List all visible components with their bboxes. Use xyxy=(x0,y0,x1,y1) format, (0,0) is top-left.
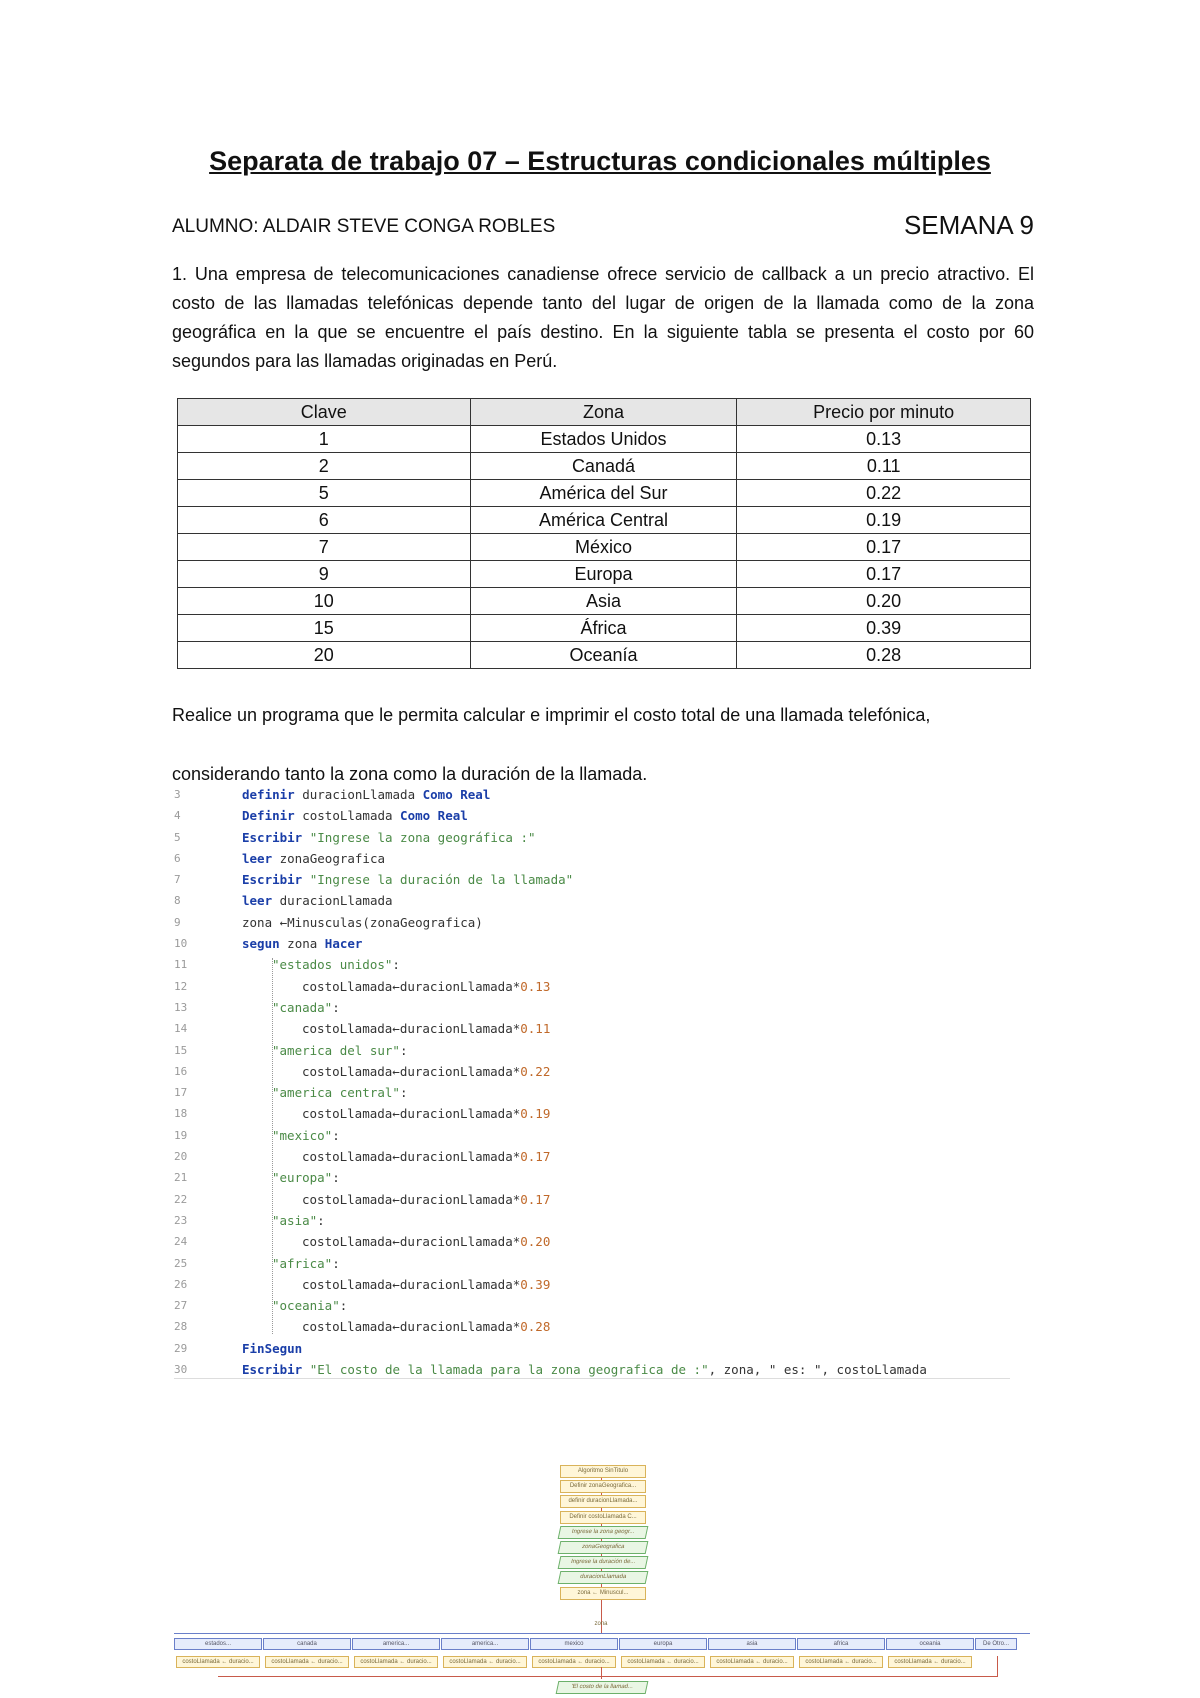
flow-process-box: costoLlamada ← duracio... xyxy=(176,1656,260,1668)
code-keyword: leer xyxy=(242,893,273,909)
flow-io-box: Ingrese la zona geogr... xyxy=(558,1526,649,1539)
precio-cell: 0.28 xyxy=(737,642,1031,669)
code-line xyxy=(174,1146,1010,1167)
code-plain: : xyxy=(332,1255,340,1271)
code-plain: costoLlamada←duracionLlamada* xyxy=(302,1319,521,1335)
code-keyword: Escribir xyxy=(242,1362,303,1378)
code-plain: : xyxy=(317,1212,325,1228)
line-number: 11 xyxy=(174,958,188,972)
precio-cell: 0.11 xyxy=(737,453,1031,480)
line-number: 8 xyxy=(174,894,181,908)
flow-io-box: zonaGeografica xyxy=(558,1541,649,1554)
precio-cell: 0.39 xyxy=(737,615,1031,642)
precio-cell: 0.13 xyxy=(737,426,1031,453)
precio-cell: 0.17 xyxy=(737,561,1031,588)
code-string: "america del sur" xyxy=(272,1042,400,1058)
code-line xyxy=(174,784,1010,805)
code-keyword: Como Real xyxy=(400,808,468,824)
line-number: 4 xyxy=(174,809,181,823)
code-keyword: Escribir xyxy=(242,872,303,888)
code-line xyxy=(174,1274,1010,1295)
line-number: 30 xyxy=(174,1363,188,1377)
code-string: "america central" xyxy=(272,1085,400,1101)
code-number: 0.22 xyxy=(520,1063,551,1079)
code-line xyxy=(174,976,1010,997)
code-plain xyxy=(302,1362,310,1377)
flow-process-box: Definir zonaGeografica... xyxy=(560,1480,646,1493)
code-string: "canada" xyxy=(272,999,333,1015)
table-row xyxy=(178,453,1031,480)
code-number: 0.39 xyxy=(520,1276,551,1292)
code-keyword: leer xyxy=(242,850,273,866)
code-keyword: definir xyxy=(242,787,295,802)
code-divider xyxy=(174,1378,1010,1379)
code-text xyxy=(242,784,490,805)
line-number: 16 xyxy=(174,1064,188,1078)
line-number: 26 xyxy=(174,1277,188,1291)
flow-connector xyxy=(174,1633,1030,1634)
flow-case-label: america... xyxy=(441,1638,529,1650)
code-string: "asia" xyxy=(272,1212,318,1228)
clave-cell: 1 xyxy=(178,426,471,453)
line-number: 25 xyxy=(174,1256,188,1270)
code-line xyxy=(174,997,1010,1018)
code-string: "El costo de la llamada para la zona geografica de :" xyxy=(309,1362,709,1378)
zona-cell: Asia xyxy=(470,588,737,615)
clave-cell: 6 xyxy=(178,507,471,534)
header-row xyxy=(172,210,1034,244)
code-line xyxy=(174,1316,1010,1337)
code-text xyxy=(242,1338,302,1359)
code-number: 0.20 xyxy=(520,1234,551,1250)
code-keyword: Como Real xyxy=(422,787,491,802)
code-line xyxy=(174,1231,1010,1252)
code-text xyxy=(272,1040,407,1061)
code-line xyxy=(174,1061,1010,1082)
code-plain: costoLlamada←duracionLlamada* xyxy=(302,1234,521,1250)
flow-process-box: costoLlamada ← duracio... xyxy=(799,1656,883,1668)
code-string: "Ingrese la zona geográfica :" xyxy=(309,829,536,845)
code-text xyxy=(302,1189,550,1210)
code-text xyxy=(242,869,573,890)
zona-cell: América del Sur xyxy=(470,480,737,507)
zona-cell: América Central xyxy=(470,507,737,534)
flow-io-box: duracionLlamada xyxy=(558,1571,649,1584)
code-text xyxy=(272,997,340,1018)
code-plain: costoLlamada←duracionLlamada* xyxy=(302,1106,521,1122)
code-line xyxy=(174,1125,1010,1146)
flow-process-box: costoLlamada ← duracio... xyxy=(621,1656,705,1668)
code-number: 0.17 xyxy=(520,1149,551,1165)
code-plain: : xyxy=(332,999,340,1015)
flow-connector xyxy=(997,1656,998,1677)
code-text xyxy=(242,805,468,826)
code-text xyxy=(272,1253,340,1274)
code-text xyxy=(302,1103,550,1124)
code-string: "africa" xyxy=(272,1255,333,1271)
code-number: 0.13 xyxy=(520,978,551,994)
code-string: "estados unidos" xyxy=(272,957,393,973)
code-text xyxy=(272,1125,340,1146)
flow-connector xyxy=(601,1667,602,1679)
code-text xyxy=(242,848,385,869)
code-line xyxy=(174,1082,1010,1103)
table-row xyxy=(178,561,1031,588)
code-line xyxy=(174,1018,1010,1039)
code-text xyxy=(242,890,393,911)
clave-cell: 2 xyxy=(178,453,471,480)
code-plain: zona xyxy=(279,936,325,952)
code-string: "mexico" xyxy=(272,1127,333,1143)
line-number: 29 xyxy=(174,1341,188,1355)
indent-guide xyxy=(272,958,273,1333)
precio-cell: 0.17 xyxy=(737,534,1031,561)
code-plain: costoLlamada←duracionLlamada* xyxy=(302,1191,521,1207)
page-title: Separata de trabajo 07 – Estructuras condicionales múltiples xyxy=(209,146,991,176)
flow-process-box: costoLlamada ← duracio... xyxy=(265,1656,349,1668)
clave-cell: 10 xyxy=(178,588,471,615)
precio-cell: 0.22 xyxy=(737,480,1031,507)
pseudocode-block xyxy=(174,784,1010,1380)
code-plain: zonaGeografica xyxy=(272,850,385,866)
code-text xyxy=(242,912,483,933)
code-plain: zona ←Minusculas(zonaGeografica) xyxy=(242,914,483,930)
clave-cell: 5 xyxy=(178,480,471,507)
code-keyword: Hacer xyxy=(324,936,363,952)
flow-process-box: zona ← Minuscul... xyxy=(560,1587,646,1600)
flow-case-label: mexico xyxy=(530,1638,618,1650)
table-row xyxy=(178,426,1031,453)
code-line xyxy=(174,954,1010,975)
line-number: 23 xyxy=(174,1213,188,1227)
zone-price-table xyxy=(177,398,1031,669)
flow-process-box: Algoritmo SinTitulo xyxy=(560,1465,646,1478)
line-number: 14 xyxy=(174,1022,188,1036)
clave-cell: 20 xyxy=(178,642,471,669)
code-line xyxy=(174,1210,1010,1231)
line-number: 13 xyxy=(174,1000,188,1014)
code-line xyxy=(174,848,1010,869)
table-header-cell: Zona xyxy=(470,399,737,426)
table-row xyxy=(178,480,1031,507)
code-plain: duracionLlamada xyxy=(272,893,393,909)
zona-cell: Oceanía xyxy=(470,642,737,669)
line-number: 28 xyxy=(174,1320,188,1334)
code-text xyxy=(272,1210,325,1231)
zona-cell: Europa xyxy=(470,561,737,588)
flow-io-box: Ingrese la duración de... xyxy=(558,1556,649,1569)
code-line xyxy=(174,1103,1010,1124)
code-plain: , zona, " es: ", costoLlamada xyxy=(708,1362,927,1378)
student-name: ALUMNO: ALDAIR STEVE CONGA ROBLES xyxy=(172,216,556,237)
code-text xyxy=(272,1082,407,1103)
flow-output-box: 'El costo de la llamad... xyxy=(556,1681,649,1694)
code-line xyxy=(174,869,1010,890)
code-string: "europa" xyxy=(272,1170,333,1186)
code-plain: costoLlamada←duracionLlamada* xyxy=(302,1149,521,1165)
table-row xyxy=(178,642,1031,669)
clave-cell: 9 xyxy=(178,561,471,588)
code-plain: : xyxy=(399,1085,408,1101)
code-string: "oceania" xyxy=(272,1298,340,1314)
code-plain: : xyxy=(399,1042,408,1058)
flow-process-box: Definir costoLlamada C... xyxy=(560,1511,646,1524)
code-text xyxy=(272,1295,347,1316)
code-text xyxy=(242,827,536,848)
code-plain: : xyxy=(332,1170,340,1186)
line-number: 7 xyxy=(174,873,181,887)
code-text xyxy=(302,1316,550,1337)
flow-case-label: america... xyxy=(352,1638,440,1650)
code-text xyxy=(302,1274,550,1295)
table-row xyxy=(178,588,1031,615)
instruction-text-continued: considerando tanto la zona como la duración de la llamada. xyxy=(172,764,648,784)
code-line xyxy=(174,827,1010,848)
line-number: 10 xyxy=(174,937,188,951)
table-row xyxy=(178,534,1031,561)
table-row xyxy=(178,507,1031,534)
code-plain: : xyxy=(392,957,400,973)
line-number: 15 xyxy=(174,1043,188,1057)
line-number: 3 xyxy=(174,788,181,801)
code-text xyxy=(302,1061,550,1082)
flow-case-label: De Otro... xyxy=(975,1638,1017,1650)
precio-cell: 0.19 xyxy=(737,507,1031,534)
week-label: SEMANA 9 xyxy=(903,210,1034,240)
table-header-cell: Clave xyxy=(178,399,471,426)
code-plain: duracionLlamada xyxy=(294,787,423,802)
flow-process-box: definir duracionLlamada... xyxy=(560,1495,646,1508)
code-plain xyxy=(302,830,310,845)
code-line xyxy=(174,1040,1010,1061)
instruction-text: Realice un programa que le permita calcular e imprimir el costo total de una llamada telefónica, xyxy=(172,705,931,725)
code-string: "Ingrese la duración de la llamada" xyxy=(309,872,574,888)
code-line xyxy=(174,1167,1010,1188)
code-keyword: Escribir xyxy=(242,829,303,845)
line-number: 27 xyxy=(174,1299,188,1313)
line-number: 19 xyxy=(174,1128,188,1142)
flow-process-box: costoLlamada ← duracio... xyxy=(710,1656,794,1668)
code-text xyxy=(302,1018,550,1039)
code-line xyxy=(174,912,1010,933)
flow-switch-label: zona xyxy=(594,1621,608,1627)
code-line xyxy=(174,1338,1010,1359)
code-number: 0.28 xyxy=(520,1319,551,1335)
flow-case-label: europa xyxy=(619,1638,707,1650)
code-number: 0.19 xyxy=(520,1106,551,1122)
line-number: 5 xyxy=(174,830,181,844)
line-number: 18 xyxy=(174,1107,188,1121)
code-text xyxy=(302,1231,550,1252)
code-line xyxy=(174,890,1010,911)
code-plain xyxy=(302,872,310,887)
flow-case-label: canada xyxy=(263,1638,351,1650)
line-number: 6 xyxy=(174,851,181,865)
zona-cell: Canadá xyxy=(470,453,737,480)
code-line xyxy=(174,933,1010,954)
flow-case-label: asia xyxy=(708,1638,796,1650)
problem-statement: 1. Una empresa de telecomunicaciones canadiense ofrece servicio de callback a un precio atractivo. El costo de las llamadas telefónicas depende tanto del lugar de origen de la llamada como de la zona geográfica en la que se encuentre el país destino. En la siguiente tabla se presenta el costo por 60 segundos para las llamadas originadas en Perú. xyxy=(172,264,1034,371)
code-line xyxy=(174,1253,1010,1274)
line-number: 12 xyxy=(174,979,188,993)
flow-process-box: costoLlamada ← duracio... xyxy=(354,1656,438,1668)
flow-case-label: oceania xyxy=(886,1638,974,1650)
line-number: 17 xyxy=(174,1086,188,1100)
clave-cell: 7 xyxy=(178,534,471,561)
code-plain: : xyxy=(339,1298,348,1314)
precio-cell: 0.20 xyxy=(737,588,1031,615)
code-keyword: Definir xyxy=(242,808,295,824)
zona-cell: Estados Unidos xyxy=(470,426,737,453)
line-number: 9 xyxy=(174,915,181,929)
code-number: 0.17 xyxy=(520,1191,551,1207)
code-text xyxy=(242,933,362,954)
flow-connector xyxy=(218,1676,998,1677)
line-number: 21 xyxy=(174,1171,188,1185)
table-header-cell: Precio por minuto xyxy=(737,399,1031,426)
code-plain: costoLlamada←duracionLlamada* xyxy=(302,1063,521,1079)
table-header-row xyxy=(178,399,1031,426)
code-line xyxy=(174,805,1010,826)
flow-process-box: costoLlamada ← duracio... xyxy=(443,1656,527,1668)
code-line xyxy=(174,1295,1010,1316)
code-line xyxy=(174,1189,1010,1210)
line-number: 22 xyxy=(174,1192,188,1206)
zona-cell: México xyxy=(470,534,737,561)
code-plain: costoLlamada←duracionLlamada* xyxy=(302,978,521,994)
flow-case-label: estados... xyxy=(174,1638,262,1650)
flowchart-diagram xyxy=(172,1447,1034,1693)
clave-cell: 15 xyxy=(178,615,471,642)
code-text xyxy=(272,1167,340,1188)
code-plain: : xyxy=(332,1127,340,1143)
flow-case-label: africa xyxy=(797,1638,885,1650)
code-keyword: segun xyxy=(242,936,280,952)
code-plain: costoLlamada xyxy=(294,808,401,824)
flow-process-box: costoLlamada ← duracio... xyxy=(888,1656,972,1668)
code-text xyxy=(272,954,400,975)
code-number: 0.11 xyxy=(520,1021,551,1037)
code-text xyxy=(302,1146,550,1167)
line-number: 24 xyxy=(174,1235,188,1249)
line-number: 20 xyxy=(174,1150,188,1164)
flow-process-box: costoLlamada ← duracio... xyxy=(532,1656,616,1668)
code-plain: costoLlamada←duracionLlamada* xyxy=(302,1276,521,1292)
code-text xyxy=(302,976,550,997)
code-plain: costoLlamada←duracionLlamada* xyxy=(302,1021,521,1037)
zona-cell: África xyxy=(470,615,737,642)
table-row xyxy=(178,615,1031,642)
code-keyword: FinSegun xyxy=(242,1340,303,1356)
